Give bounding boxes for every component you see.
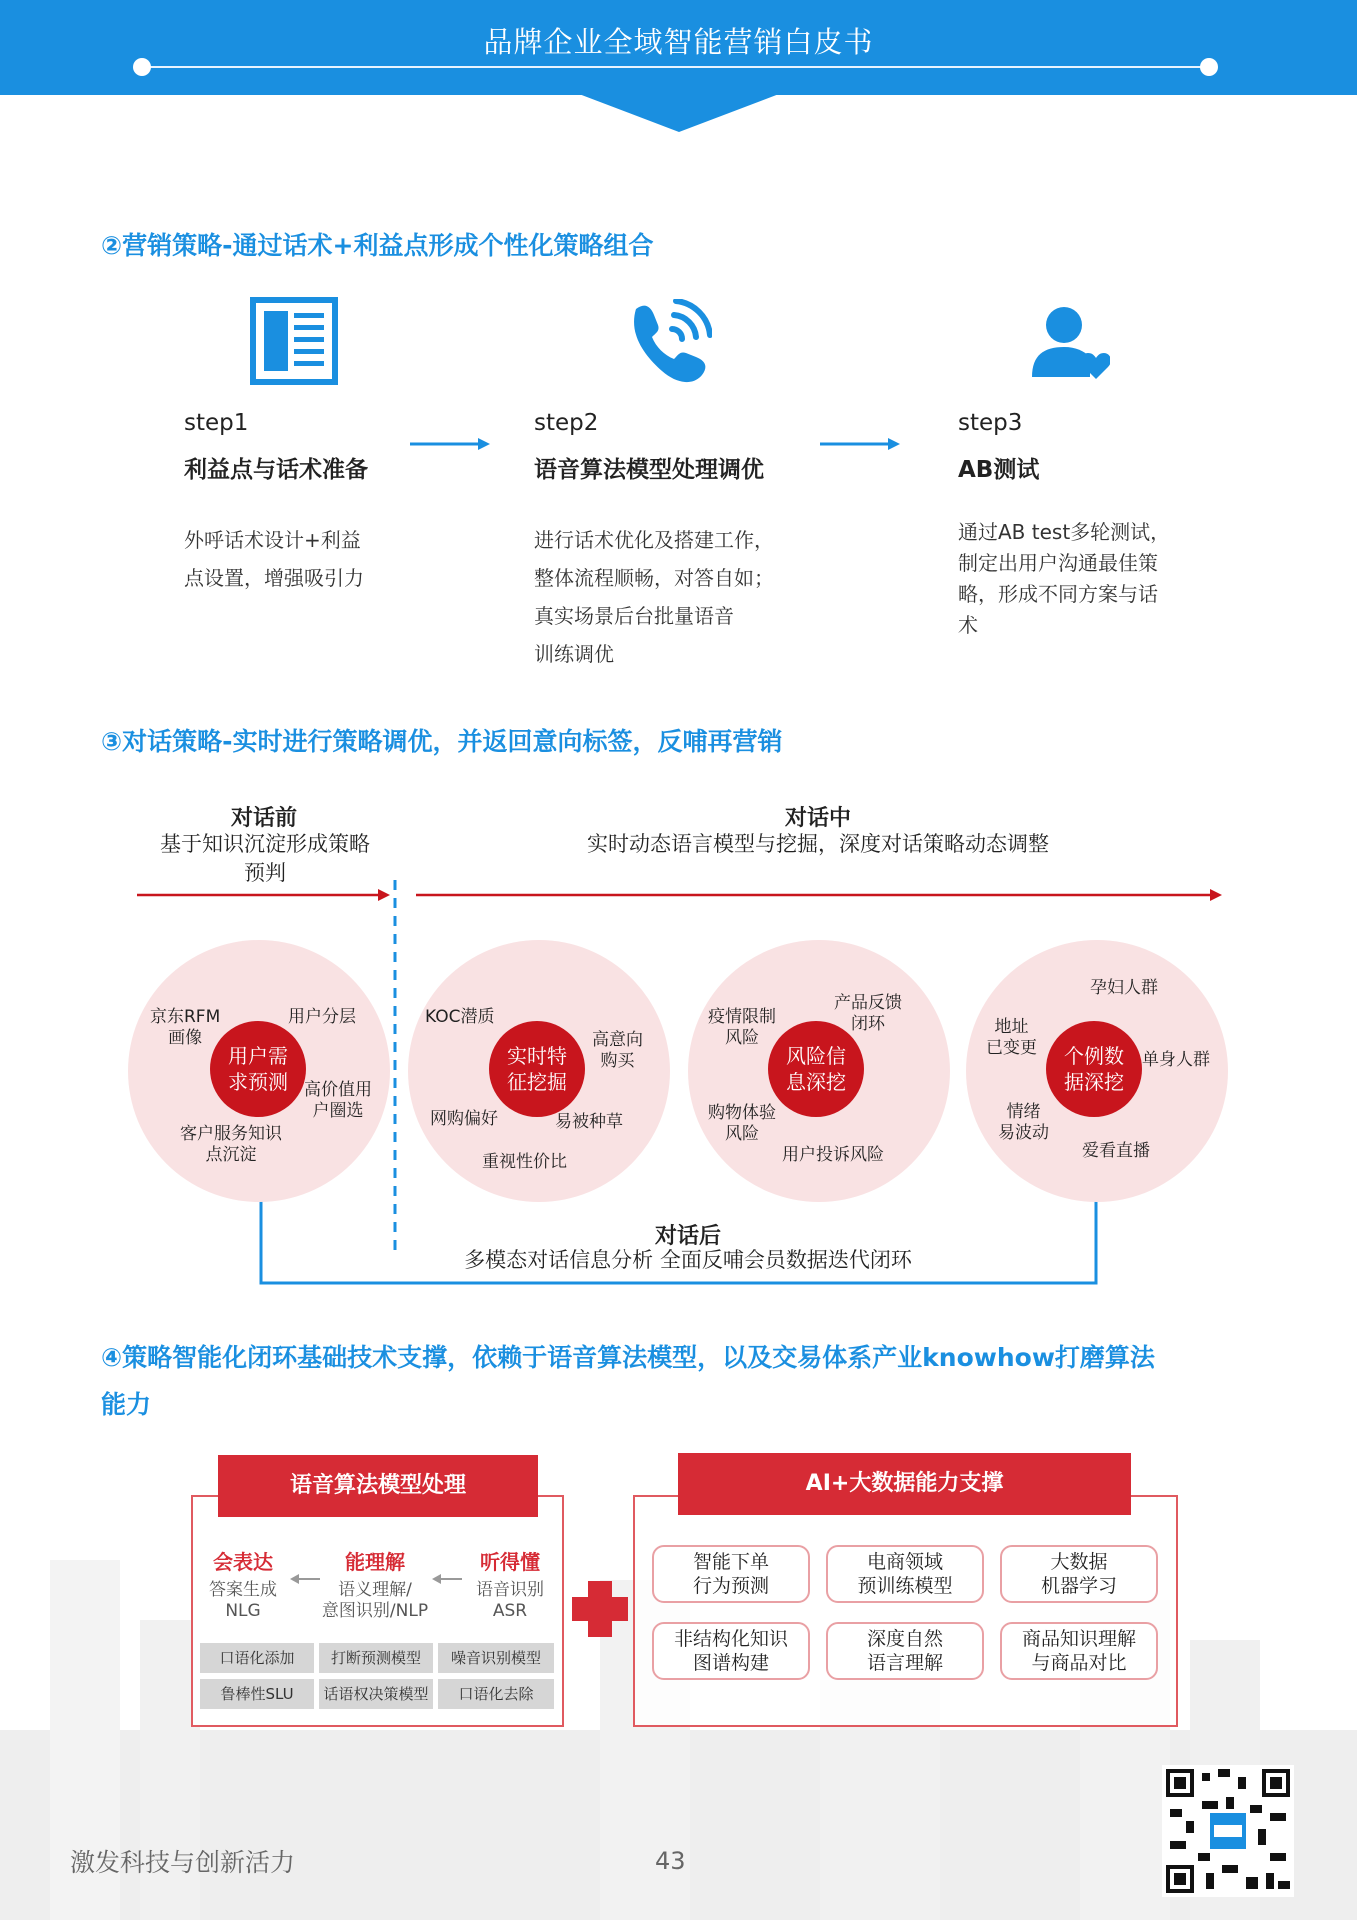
phase-during-title: 对话中 [784,806,851,831]
capability-pill [1000,1545,1158,1603]
ability-hear-sub [465,1580,555,1622]
circle-tag [834,993,902,1035]
arrow-left-icon [432,1572,462,1586]
tag-line: 风险 [725,1124,759,1144]
circle-tag: 孕妇人群 [1090,978,1158,998]
step3-title: AB测试 [958,457,1040,483]
ability-line: NLG [225,1601,261,1621]
capability-pill [826,1622,984,1680]
step2-title: 语音算法模型处理调优 [534,457,764,483]
step1-label: step1 [184,410,249,436]
model-chip: 口语化去除 [438,1679,554,1709]
ability-line: 语音识别 [476,1580,544,1600]
phase-before-title: 对话前 [230,806,297,831]
step2-desc-line: 训练调优 [534,642,614,666]
tag-line: 闭环 [851,1014,885,1034]
circle-tag [986,1017,1037,1059]
circle-tag [708,1007,776,1049]
circle-tag: KOC潜质 [425,1007,495,1027]
core-line: 求预测 [228,1070,288,1094]
circle-tag: 重视性价比 [482,1152,567,1172]
core-line: 据深挖 [1064,1070,1124,1094]
tag-line: 画像 [168,1028,203,1048]
circle-tag [998,1102,1049,1144]
tag-line: 情绪 [1006,1102,1041,1122]
circle-tag [180,1124,282,1166]
section-title-marketing: ②营销策略-通过话术+利益点形成个性化策略组合 [101,231,654,260]
ai-bigdata-box [633,1495,1178,1727]
tag-line: 客户服务知识 [180,1124,282,1144]
tag-line: 地址 [994,1017,1029,1037]
tag-line: 风险 [725,1028,759,1048]
circle-2-core [489,1021,585,1117]
circle-tag [304,1080,372,1122]
document-title: 品牌企业全域智能营销白皮书 [483,25,874,59]
ability-line: 语义理解/ [338,1580,412,1600]
circle-tag: 爱看直播 [1082,1141,1150,1161]
pill-line: 商品知识理解 [1021,1628,1136,1650]
capability-pill [1000,1622,1158,1680]
header-notch [579,94,779,134]
step3-desc-line: 制定出用户沟通最佳策 [958,551,1158,575]
ai-bigdata-header: AI+大数据能力支撑 [678,1453,1131,1515]
circle-tag [708,1103,776,1145]
ability-express-sub [193,1580,293,1622]
step1-desc-line: 点设置，增强吸引力 [184,566,364,590]
qr-code-icon[interactable] [1162,1765,1294,1897]
core-line: 风险信 [786,1044,846,1068]
plus-icon [572,1597,628,1621]
header-dot-right [1200,58,1218,76]
step1-desc [184,521,364,597]
speech-model-header: 语音算法模型处理 [218,1455,538,1517]
tag-line: 高意向 [592,1030,643,1050]
phone-call-icon [624,299,712,387]
pill-line: 深度自然 [866,1628,943,1650]
pill-line: 机器学习 [1040,1575,1117,1597]
step2-desc [534,521,774,673]
pill-line: 大数据 [1050,1551,1108,1573]
pill-line: 非结构化知识 [673,1628,788,1650]
ability-understand-title: 能理解 [345,1550,405,1574]
tag-line: 产品反馈 [834,993,902,1013]
footer-slogan: 激发科技与创新活力 [70,1848,296,1877]
arrow-right-icon [410,436,490,452]
phase-after-sub: 多模态对话信息分析 全面反哺会员数据迭代闭环 [464,1248,912,1272]
ability-hear-title: 听得懂 [480,1550,540,1574]
header-divider [142,66,1210,68]
phase-before-line: 预判 [244,861,286,885]
phase-before-line: 基于知识沉淀形成策略 [160,832,370,856]
circle-tag: 单身人群 [1142,1050,1210,1070]
section-title-tech-line2: 能力 [101,1390,152,1419]
pill-line: 预训练模型 [857,1575,953,1597]
phase-after-title: 对话后 [654,1224,721,1249]
tag-line: 疫情限制 [708,1007,776,1027]
step3-desc-line: 通过AB test多轮测试， [958,520,1171,544]
circle-tag [592,1030,643,1072]
circle-3-core [768,1021,864,1117]
step1-desc-line: 外呼话术设计+利益 [184,528,361,552]
step2-desc-line: 整体流程顺畅，对答自如； [534,566,774,590]
tag-line: 购买 [600,1051,635,1071]
step1-title: 利益点与话术准备 [184,457,368,483]
step2-desc-line: 真实场景后台批量语音 [534,604,734,628]
pill-line: 语言理解 [866,1652,943,1674]
circle-1-core [210,1021,306,1117]
pill-line: 图谱构建 [692,1652,769,1674]
tag-line: 高价值用 [304,1080,372,1100]
arrow-right-icon [820,436,900,452]
section-title-tech-line1: ④策略智能化闭环基础技术支撑，依赖于语音算法模型，以及交易体系产业knowhow打磨算法 [101,1343,1155,1372]
tag-line: 购物体验 [708,1103,776,1123]
step3-desc-line: 略，形成不同方案与话 [958,582,1158,606]
header-dot-left [133,58,151,76]
tag-line: 易波动 [998,1123,1049,1143]
capability-pill [652,1622,810,1680]
ability-line: ASR [492,1601,528,1621]
circle-tag: 用户投诉风险 [782,1145,884,1165]
ability-understand-sub [300,1580,450,1622]
capability-pill [652,1545,810,1603]
page-number: 43 [655,1847,686,1875]
model-chip: 噪音识别模型 [438,1643,554,1673]
core-line: 实时特 [507,1044,567,1068]
core-line: 个例数 [1064,1044,1124,1068]
phase-during-sub: 实时动态语言模型与挖掘，深度对话策略动态调整 [587,832,1049,856]
pill-line: 智能下单 [692,1551,769,1573]
model-chip: 鲁棒性SLU [200,1679,314,1709]
model-chip: 话语权决策模型 [319,1679,433,1709]
step2-label: step2 [534,410,599,436]
tag-line: 已变更 [986,1038,1037,1058]
capability-pill [826,1545,984,1603]
tag-line: 点沉淀 [205,1145,257,1165]
circle-tag [150,1007,220,1049]
document-icon [250,297,338,385]
step3-desc [958,517,1170,641]
section-title-dialogue: ③对话策略-实时进行策略调优，并返回意向标签，反哺再营销 [101,727,783,756]
step3-label: step3 [958,410,1023,436]
pill-line: 与商品对比 [1031,1652,1127,1674]
model-chip: 口语化添加 [200,1643,314,1673]
step2-desc-line: 进行话术优化及搭建工作， [534,528,774,552]
ability-line: 答案生成 [209,1580,277,1600]
circle-tag: 用户分层 [288,1007,356,1027]
core-line: 息深挖 [786,1070,846,1094]
ability-express-title: 会表达 [213,1550,273,1574]
circle-tag: 网购偏好 [430,1109,498,1129]
core-line: 用户需 [228,1044,288,1068]
ability-line: 意图识别/NLP [321,1601,429,1621]
pill-line: 行为预测 [692,1575,769,1597]
user-heart-icon [1030,305,1110,381]
model-chip: 打断预测模型 [319,1643,433,1673]
circle-tag: 易被种草 [555,1112,623,1132]
core-line: 征挖掘 [507,1070,567,1094]
tag-line: 户圈选 [312,1101,364,1121]
tag-line: 京东RFM [150,1007,221,1027]
pill-line: 电商领域 [866,1551,943,1573]
step3-desc-line: 术 [958,613,978,637]
circle-4-core [1046,1021,1142,1117]
